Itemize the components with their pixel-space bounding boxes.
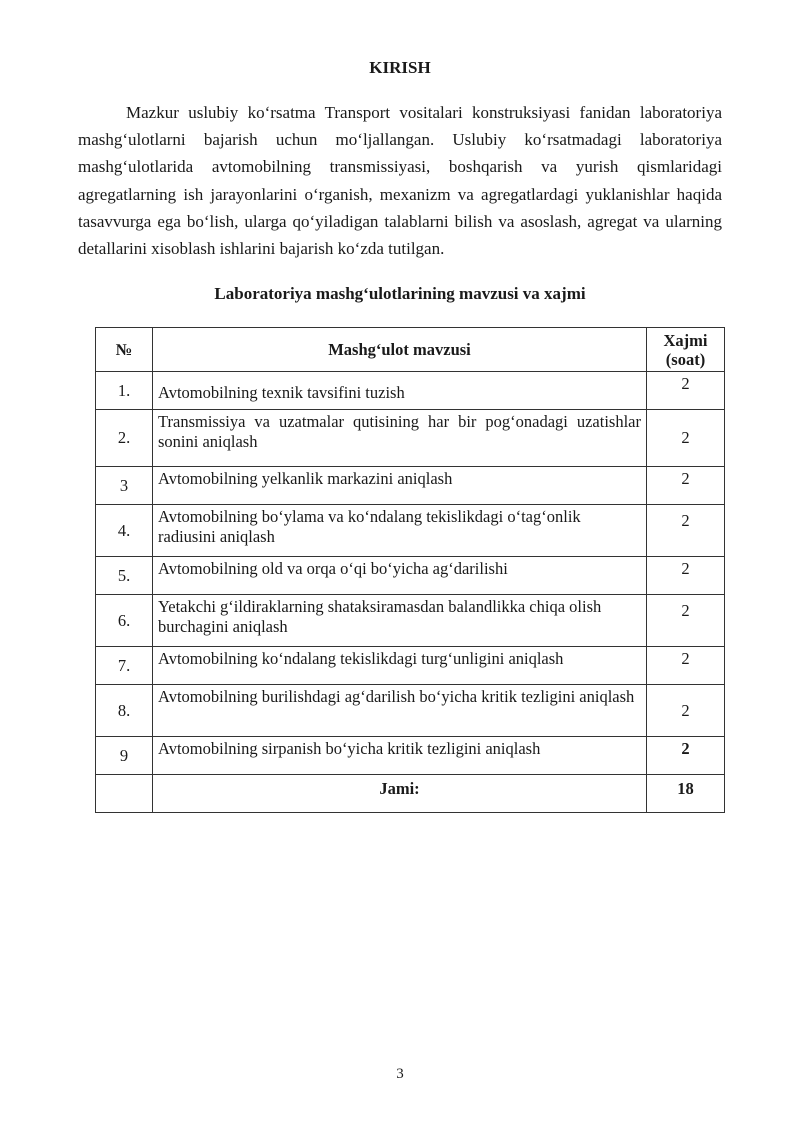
page-title: KIRISH (369, 58, 431, 77)
row-hours: 2 (647, 647, 725, 685)
row-topic: Avtomobilning yelkanlik markazini aniqlash (153, 467, 647, 505)
table-row (96, 505, 725, 557)
row-hours: 2 (647, 467, 725, 505)
row-num: 2. (96, 410, 153, 467)
row-topic: Avtomobilning ko‘ndalang tekislikdagi turg‘unligini aniqlash (153, 647, 647, 685)
row-num: 6. (96, 595, 153, 647)
header-num: № (96, 328, 153, 372)
row-num: 3 (96, 467, 153, 505)
table-header-row (96, 328, 725, 372)
row-hours: 2 (647, 557, 725, 595)
row-hours: 2 (647, 685, 725, 737)
table-row (96, 557, 725, 595)
row-hours: 2 (647, 595, 725, 647)
table-row (96, 410, 725, 467)
row-num: 1. (96, 372, 153, 410)
row-topic: Avtomobilning bo‘ylama va ko‘ndalang tekislikdagi o‘tag‘onlik radiusini aniqlash (153, 505, 647, 557)
row-num: 8. (96, 685, 153, 737)
row-hours: 2 (647, 372, 725, 410)
row-topic: Avtomobilning sirpanish bo‘yicha kritik tezligini aniqlash (153, 737, 647, 775)
row-hours: 2 (647, 737, 725, 775)
table-row (96, 737, 725, 775)
header-topic: Mashg‘ulot mavzusi (153, 328, 647, 372)
table-row (96, 647, 725, 685)
table-row (96, 372, 725, 410)
total-empty-cell (96, 775, 153, 813)
table-total-row (96, 775, 725, 813)
topics-table (95, 327, 725, 813)
row-num: 9 (96, 737, 153, 775)
table-row (96, 685, 725, 737)
row-num: 7. (96, 647, 153, 685)
table-row (96, 467, 725, 505)
row-hours: 2 (647, 505, 725, 557)
total-value: 18 (647, 775, 725, 813)
header-hours: Xajmi (soat) (647, 328, 725, 372)
row-topic: Yetakchi g‘ildiraklarning shataksiramasdan balandlikka chiqa olish burchagini aniqlash (153, 595, 647, 647)
row-topic: Transmissiya va uzatmalar qutisining har bir pog‘onadagi uzatishlar sonini aniqlash (153, 410, 647, 467)
table-row (96, 595, 725, 647)
row-topic: Avtomobilning texnik tavsifini tuzish (153, 372, 647, 410)
row-hours: 2 (647, 410, 725, 467)
row-topic: Avtomobilning old va orqa o‘qi bo‘yicha ag‘darilishi (153, 557, 647, 595)
page-number: 3 (396, 1066, 404, 1082)
intro-paragraph: Mazkur uslubiy ko‘rsatma Transport vositalari konstruksiyasi fanidan laboratoriya mashg‘ulotlarni bajarish uchun mo‘ljallangan. Uslubiy ko‘rsatmadagi laboratoriya mashg‘ulotlarida avtomobilning transmissiyasi, boshqarish va yurish qismlaridagi agregatlarning ish jarayonlarini o‘rganish, mexanizm va agregatlardagi yuklanishlar haqida tasavvurga ega bo‘lish, ularga qo‘yiladigan talablarni bilish va asoslash, agregat va ularning detallarini xisoblash ishlarini bajarish ko‘zda tutilgan. (78, 103, 722, 259)
row-topic: Avtomobilning burilishdagi ag‘darilish bo‘yicha kritik tezligini aniqlash (153, 685, 647, 737)
row-num: 5. (96, 557, 153, 595)
table-title: Laboratoriya mashg‘ulotlarining mavzusi va xajmi (214, 284, 586, 303)
row-num: 4. (96, 505, 153, 557)
total-label: Jami: (153, 775, 647, 813)
